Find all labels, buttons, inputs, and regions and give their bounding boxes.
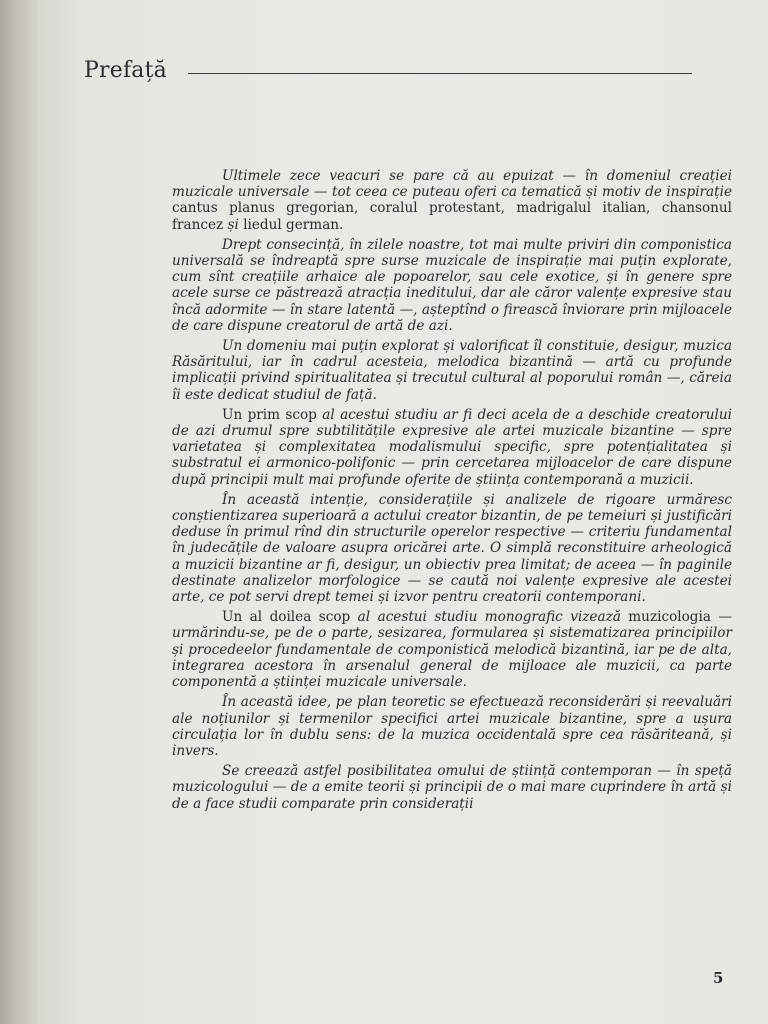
paragraph	[172, 763, 732, 812]
paragraph	[172, 694, 732, 759]
text-run: al acestui studiu monografic vizează	[350, 609, 629, 626]
paragraph	[172, 407, 732, 488]
text-run: cantus planus gregorian, coralul protestant, madrigalul italian, chansonul francez	[172, 200, 732, 233]
text-run: liedul german.	[243, 216, 344, 233]
text-run: Un al doilea scop	[222, 609, 351, 626]
text-run: Un prim scop	[222, 406, 317, 423]
book-spine-shadow	[0, 0, 40, 1024]
chapter-heading	[84, 56, 692, 92]
text-run: În această intenție, considerațiile și analizele de rigoare urmăresc conștientizarea superioară a actului creator bizantin, de pe temeiuri și justificări deduse în primul rînd din structurile operelor respective — criteriu fundamental în judecățile de valoare asupra oricărei arte. O simplă reconstituire arheologică a muzicii bizantine ar fi, desigur, un obiectiv prea limitat; de aceea — în paginile destinate analizelor morfologice — se caută noi valențe expresive ale acestei arte, ce pot servi drept temei și izvor pentru creatorii contemporani.	[172, 491, 732, 606]
text-run: și	[223, 216, 244, 233]
preface-body	[172, 168, 732, 816]
text-run: — urmărindu-se, pe de o parte, sesizarea, formularea și sistematizarea principiilor și procedeelor fundamentale de componistică melodică bizantină, iar pe de alta, integrarea acestora în arsenalul general de mijloace ale muzicii, ca parte componentă a științei muzicale universale.	[172, 609, 732, 691]
text-run: al acestui studiu ar fi deci acela de a deschide creatorului de azi drumul spre subtilitățile expresive ale artei muzicale bizantine — spre varietatea și complexitatea modalismului specific, spre potențialitatea și substratul ei armonico-polifonic — prin cercetarea mijloacelor de care dispune după principii mult mai profunde oferite de știința contemporană a muzicii.	[172, 406, 732, 488]
text-run: muzicologia	[628, 609, 711, 626]
paragraph	[172, 237, 732, 334]
text-run: Un domeniu mai puțin explorat și valorificat îl constituie, desigur, muzica Răsăritului, iar în cadrul acesteia, melodica bizantină — artă cu profunde implicații privind spiritualitatea și trecutul cultural al poporului român —, căreia îi este dedicat studiul de față.	[172, 338, 732, 403]
text-run: Drept consecință, în zilele noastre, tot mai multe priviri din componistica universală se îndreaptă spre surse muzicale de inspirație mai puțin explorate, cum sînt creațiile arhaice ale popoarelor, sau cele exotice, și în genere spre acele surse ce păstrează atracția ineditului, dar ale căror valențe expresive stau încă adormite — în stare latentă —, așteptînd o firească înviorare prin mijloacele de care dispune creatorul de artă de azi.	[172, 236, 732, 334]
text-run: Ultimele zece veacuri se pare că au epuizat — în domeniul creației muzicale universale — tot ceea ce puteau oferi ca tematică și motiv de inspirație	[172, 168, 732, 201]
paragraph	[172, 492, 732, 605]
heading-rule	[188, 73, 692, 74]
chapter-title: Prefață	[84, 58, 167, 83]
page-number: 5	[713, 969, 724, 987]
paragraph	[172, 168, 732, 233]
paragraph	[172, 338, 732, 403]
text-run: În această idee, pe plan teoretic se efectuează reconsiderări și reevaluări ale noțiunilor și termenilor specifici artei muzicale bizantine, spre a ușura circulația lor în dublu sens: de la muzica occidentală spre cea răsăriteană, și invers.	[172, 694, 732, 759]
paragraph	[172, 609, 732, 690]
text-run: Se creează astfel posibilitatea omului de știință contemporan — în speță muzicologului — de a emite teorii și principii de o mai mare cuprindere în artă și de a face studii comparate prin considerații	[172, 763, 732, 812]
